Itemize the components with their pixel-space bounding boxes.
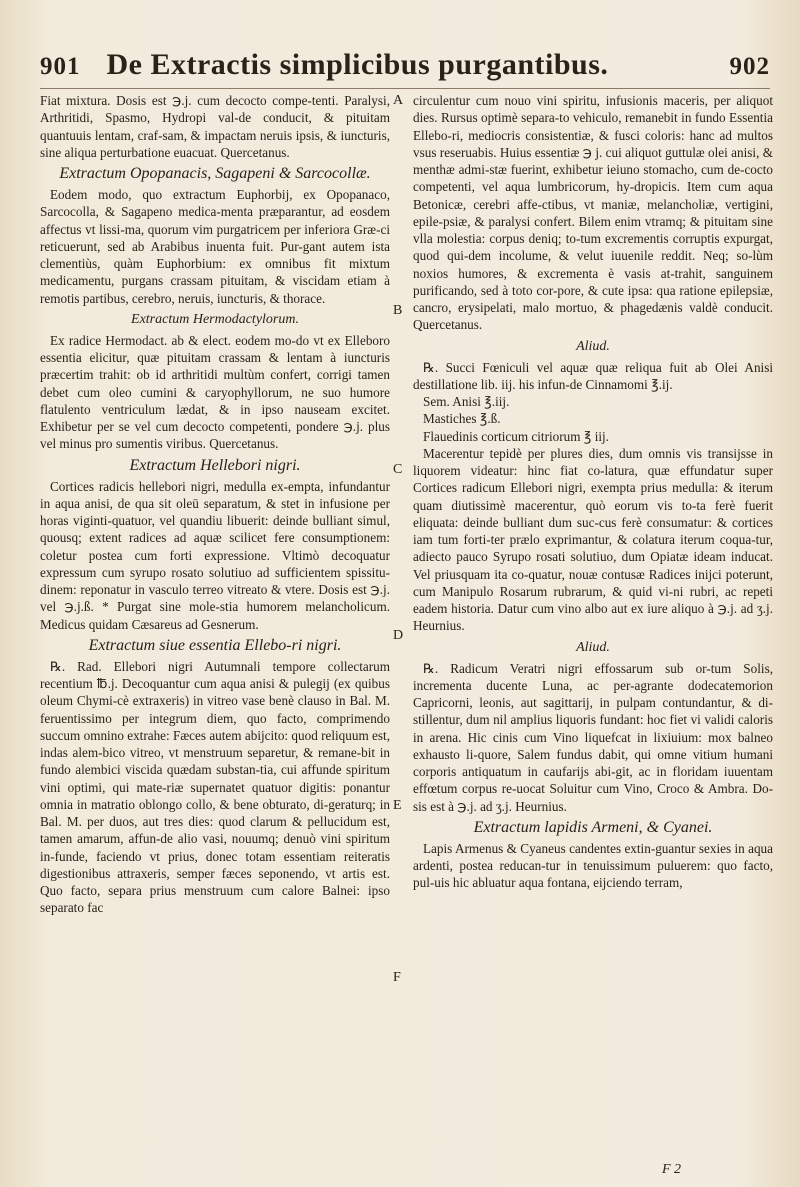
left-column [40, 92, 390, 917]
paragraph: ℞. Radicum Veratri nigri effossarum sub or-tum Solis, incrementa ducente Luna, ac per-agrante dodecatemorion Capricorni, leonis, aut sagittarij, in pulpam contundantur, & di-stillentur, dum nil amplius liquoris fundant: hoc fiet vi validi caloris in arena. Hic cinis cum Vino liquefcat in lixiuium: mox balneo exhausto li-quore, Salem fundus dabit, qui omne vitium humani corporis antiquatum in caufarijs abi-git, ac in floridam iuuentam effœtum corpus re-uocat Soluitur cum Vino, Croco & Ambra. Do-sis est à ℈.j. ad ʒ.j. Heurnius. [413, 660, 773, 814]
margin-letter-a: A [393, 93, 404, 108]
recipe-line: Sem. Anisi ℥.iij. [423, 394, 510, 409]
section-heading: Aliud. [576, 639, 610, 655]
recipe-line: Flauedinis corticum citriorum ℥ iij. [423, 428, 609, 444]
margin-letter-b: B [393, 303, 403, 318]
section-heading: Aliud. [576, 338, 610, 354]
paragraph: circulentur cum nouo vini spiritu, infusionis maceris, per aliquot dies. Rursus optimè separa-to vehiculo, remanebit in fundo Essentia Ellebo-ri, mediocris consistentiæ, & fusci coloris: hanc ad multos vsus reseruabis. Huius essentiæ ℈ j. cui aliquot guttulæ olei anisi, & menthæ admi-stæ fuerint, exhibetur ieiuno stomacho, cum de-cocto competenti, vel aqua lumbricorum, hy-dropicis. Item cum aqua Betonicæ, cerebri affe-ctibus, vt maniæ, melancholiæ, vertigini, epile-psiæ, & paralysi confert. Bilem enim vtramq; & pituitam sine vlla molestia: corpus deniq; to-tum excrementis corruptis expurgat, quod qui-dem incolume, & velut iuuenile reddit. Neq; so-lùm noxios humores, & excrementa è vasis at-trahit, sanguinem purificando, sed à toto cor-pore, & cute ipsa: qua ratione epilepsiæ, cancro, erysipelati, malo mortuo, & phagedænis valdè conducit. Quercetanus. [413, 93, 773, 333]
paragraph: Ex radice Hermodact. ab & elect. eodem mo-do vt ex Elleboro essentia elicitur, quæ pituitam crassam & lentam à iuncturis præcertim trahit: ob id arthritidi multùm confert, corrigi tamen debet cum oleo cumini & caryophyllorum, ne suo humore flatulento ventriculum lædat, & in ipso nauseam excitet. Exhibetur per se vel cum decocto competenti, pondere ℈.j. plus vel minus pro sumentis viribus. Quercetanus. [40, 332, 390, 452]
margin-letter-e: E [393, 798, 402, 813]
paragraph: Cortices radicis hellebori nigri, medulla ex-empta, infundantur in aqua anisi, de qua sit oleū separatum, & stet in infusione per horas viginti-quatuor, vel quandiu libuerit: deinde bulliant simul, quousq; extent radices ad aquæ scilicet fere consumptionem: coletur postea cum forti expressione. Vltimò decoquatur expressum cum syrupo rosato solutiuo ad sufficientem spissitu-dinem: reponatur in vasculo terreo vitreato & vtere. Dosis est ℈.j. vel ℈.j.ß. * Purgat sine mole-stia humorem melancholicum. Medicus quidam Cæsareus ad Gesnerum. [40, 478, 390, 632]
paragraph: Eodem modo, quo extractum Euphorbij, ex Opopanaco, Sarcocolla, & Sagapeno medica-menta præparantur, ad eosdem affectus vt lissi-ma, quorum vim purgatricem per inferiora Græ-ci reticuerunt, sed ab Arabibus inuenta fuit. Pur-gant autem ista clementiùs, quàm Euphorbium: ex omnibus fit mixtum medicamentu, purgans crassam pituitam, & viscidam etiam à remotis partibus, cerebro, neruis, iuncturis, & thorace. [40, 187, 390, 306]
paragraph: ℞. Rad. Ellebori nigri Autumnali tempore collectarum recentium ℔.j. Decoquantur cum aqua anisi & pulegij (ex quibus oleum Chymi-cè extraxeris) in vitreo vase benè clauso in Bal. M. feruentissimo per integrum diem, quo facto, comprimendo succum omnino extrahe: Fæces autem abijcito: quod reliquum est, indas alem-bico vitreo, vt menstruum separetur, & remane-bit in fundo alembici viscida quædam substan-tia, cui affunde spiritum vini optimi, qui mate-riæ supernatet quatuor digitis: ponantur omnia in matratio oblongo collo, & bene obturato, di-geraturq; in Bal. M. per duos, aut tres dies: quod clarum & pellucidum est, tamen amarum, affun-de alio vasi, nouumq; denuò vini spiritum in-funde, faciendo vt prius, donec totam essentiam reiteratis digestionibus attraxeris, semper fæces seponendo, vt artis est. Quo facto, separa prius menstruum cum calore Balnei: ipso separato fac [40, 658, 390, 916]
right-page-number: 902 [729, 53, 770, 80]
section-heading: Extractum lapidis Armeni, & Cyanei. [473, 818, 713, 836]
running-head [40, 48, 770, 89]
section-heading: Extractum siue essentia Ellebo-ri nigri. [88, 636, 342, 654]
margin-letter-c: C [393, 462, 403, 477]
recipe-line: Mastiches ℥.ß. [423, 411, 501, 427]
right-column [413, 92, 773, 892]
recipe-paragraph: ℞. Succi Fœniculi vel aquæ quæ reliqua fuit ab Olei Anisi destillatione lib. iij. his infun-de Cinnamomi ℥.ij. [413, 359, 773, 392]
signature-mark: F 2 [662, 1162, 682, 1177]
section-heading: Extractum Hermodactylorum. [131, 311, 299, 327]
margin-letter-f: F [393, 970, 401, 985]
section-heading: Extractum Hellebori nigri. [129, 456, 301, 474]
section-heading: Extractum Opopanacis, Sagapeni & Sarcocollæ. [59, 165, 371, 182]
paragraph: Lapis Armenus & Cyaneus candentes extin-guantur sexies in aqua ardenti, postea reducan-tur in tenuissimum puluerem: quo facto, pul-uis hic abluatur aqua fontana, eijciendo terram, [413, 840, 773, 891]
paragraph: Macerentur tepidè per plures dies, dum omnis vis transijsse in liquorem videatur: hinc fiat co-latura, quæ effundatur super Cortices radicum Ellebori nigri, exempta prius medulla: & iterum quam diutissimè macerentur, quò eorum vis to-ta ferè fuerit eliquata: deinde bulliant dum suc-cus ferè consumatur: & cortices iam tum forti-ter prælo exprimantur, & colatura iterum coqua-tur, adiecto pauco Syrupo rosati solutiuo, dum Opiatæ ideam inducat. Vel priusquam ita co-quatur, nouæ contusæ Radices inijci poterunt, cum Manipulo Rosarum rubrarum, & quid vi-ni rubri, ac repeti eadem historia. Datur cum vino albo aut ex iure aliquo à ℈.j. ad ʒ.j. Heurnius. [413, 445, 773, 634]
paragraph: Fiat mixtura. Dosis est ℈.j. cum decocto compe-tenti. Paralysi, Arthritidi, Spasmo, Hydropi val-de conducit, & pituitam quantuuis lentam, craf-sam, & impactam neruis ipsis, & iuncturis, sine aliqua perturbatione euacuat. Quercetanus. [40, 93, 390, 160]
running-title: De Extractis simplicibus purgantibus. [106, 48, 609, 81]
left-page-number: 901 [40, 53, 81, 80]
margin-letter-d: D [393, 628, 404, 643]
